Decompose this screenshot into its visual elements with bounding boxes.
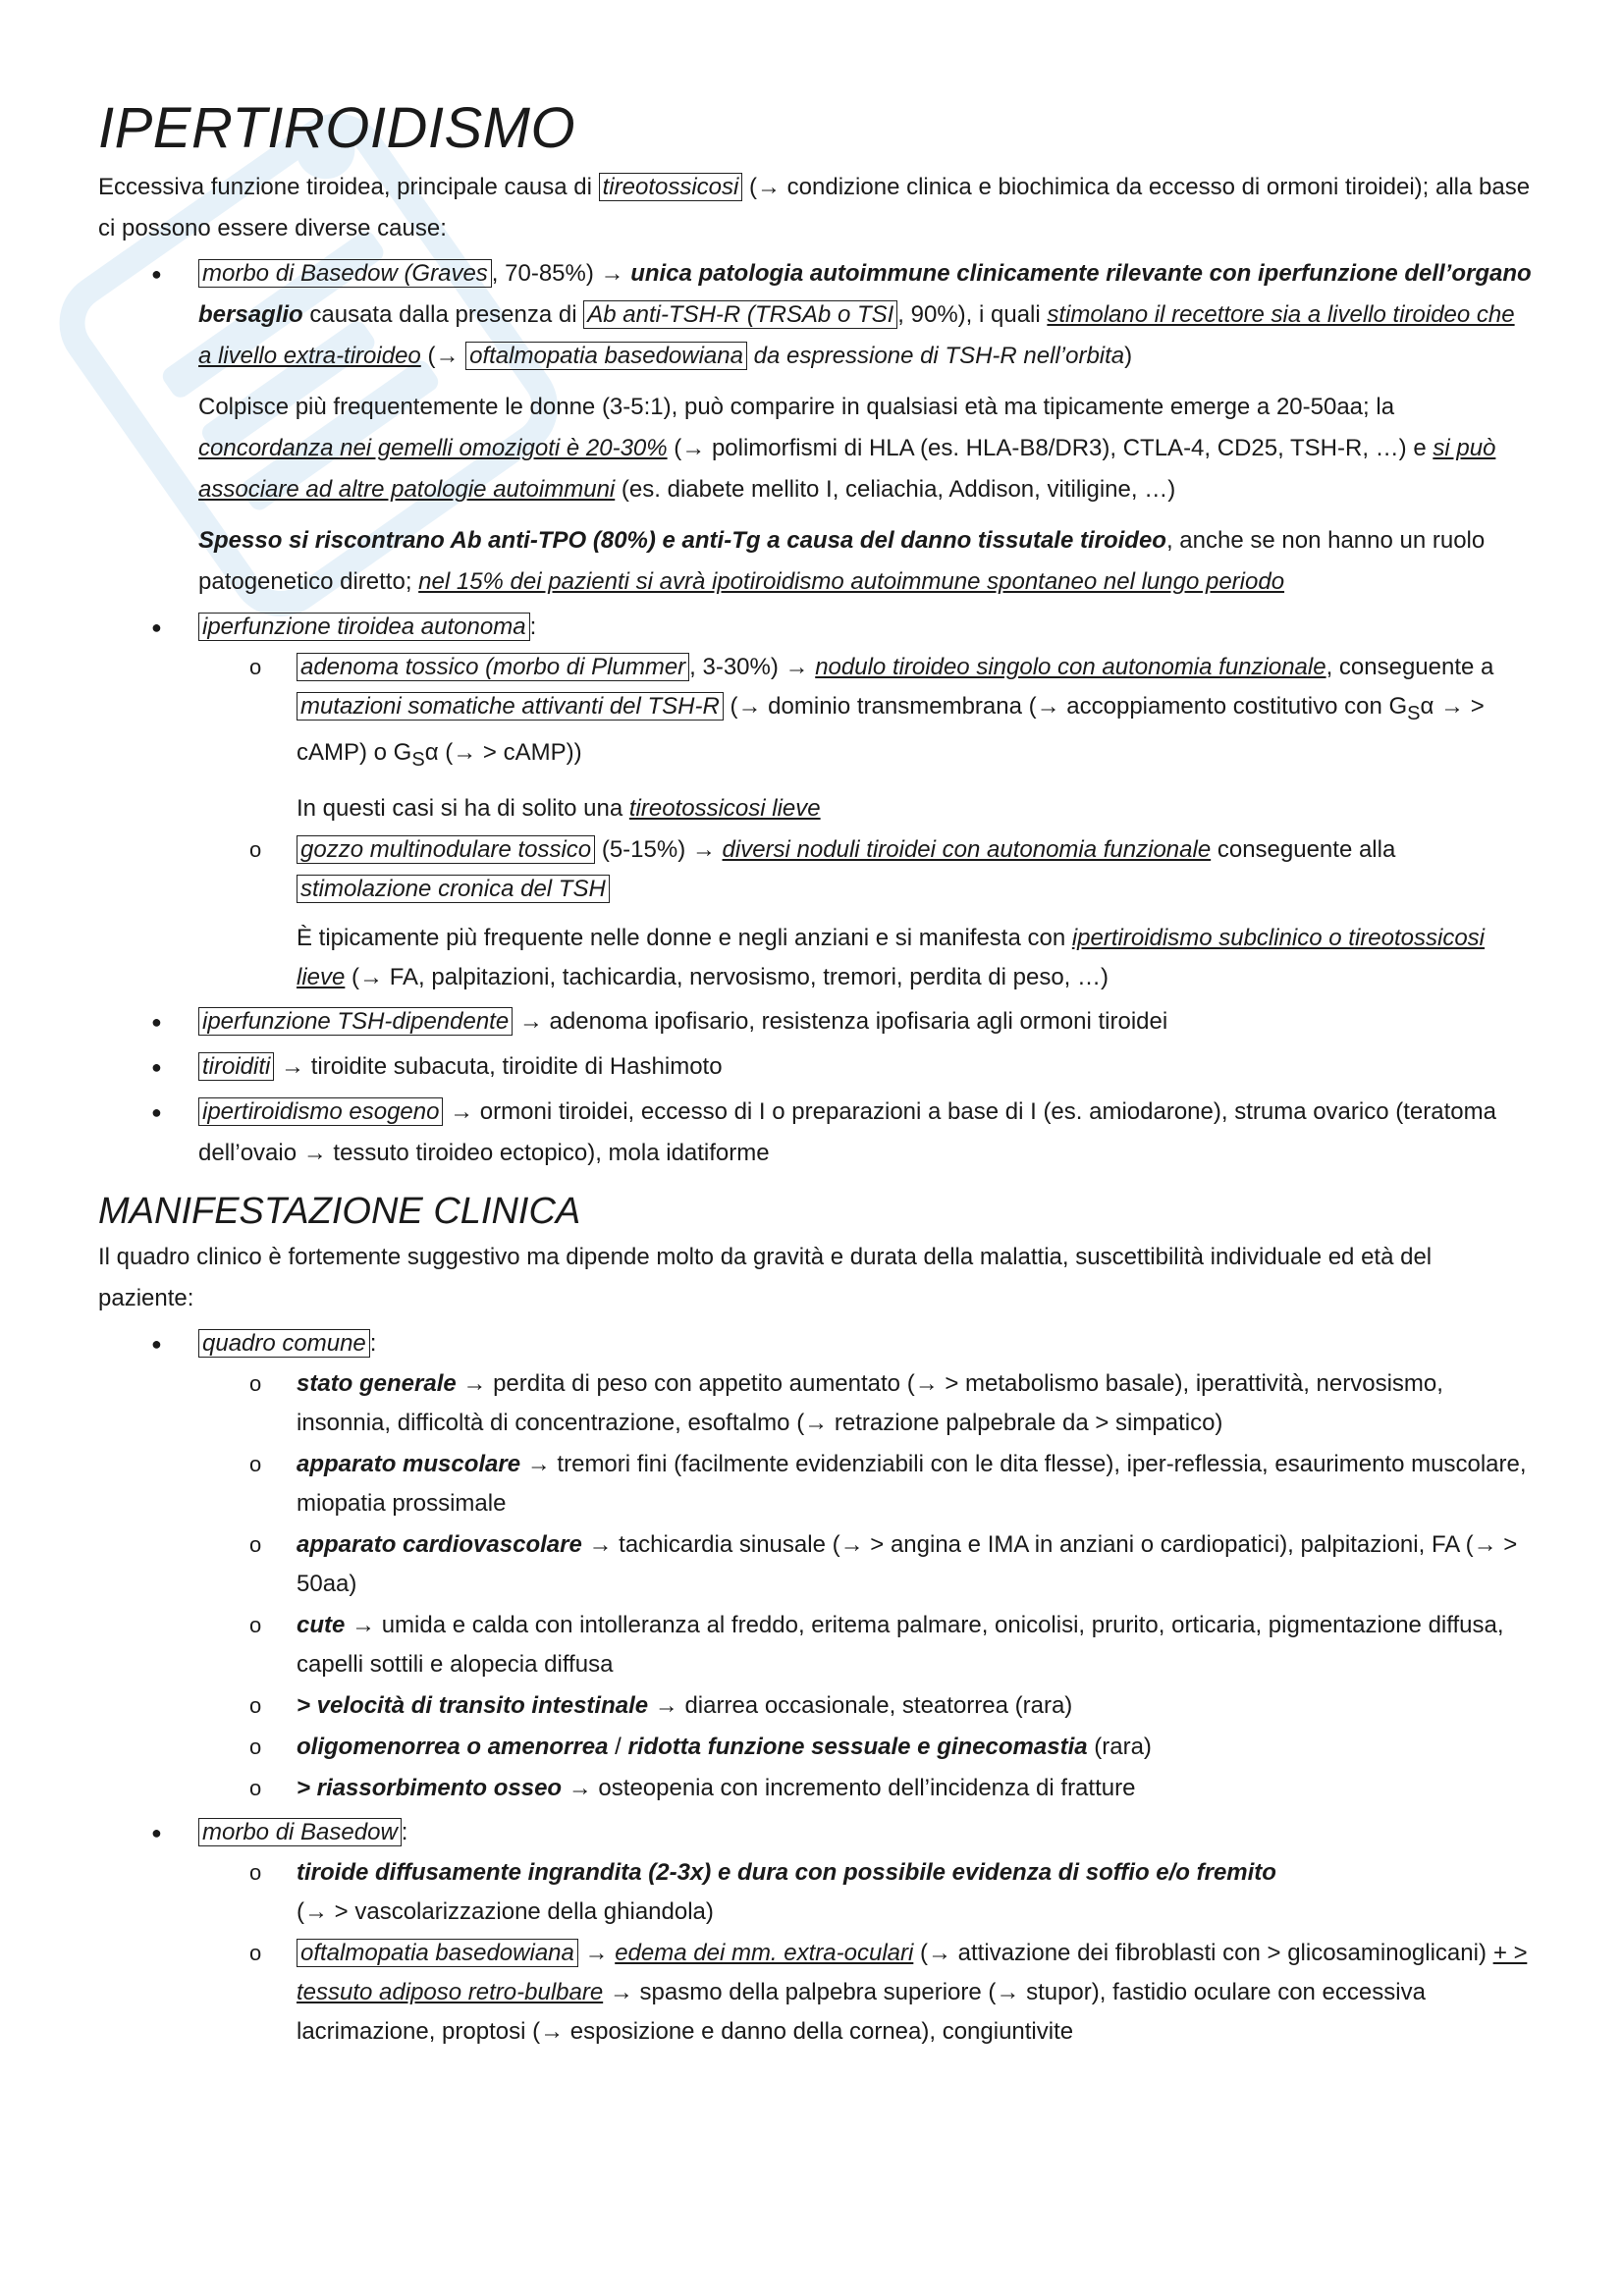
list-item: o apparato cardiovascolare → tachicardia sinusale (→ > angina e IMA in anziani o cardiopatici), palpitazioni, FA (→ > 50aa) <box>198 1525 1532 1604</box>
list-item: o tiroide diffusamente ingrandita (2-3x) e dura con possibile evidenza di soffio e/o fremito (→ > vascolarizzazione della ghiandola) <box>198 1853 1532 1932</box>
causes-list <box>98 253 1532 1174</box>
section2-intro: Il quadro clinico è fortemente suggestivo ma dipende molto da gravità e durata della malattia, suscettibilità individuale ed età del paziente: <box>98 1243 1433 1311</box>
term-tireotossicosi: tireotossicosi <box>599 173 743 201</box>
intro-paragraph: Eccessiva funzione tiroidea, principale causa di tireotossicosi (→ condizione clinica e biochimica da eccesso di ormoni tiroidei); alla base ci possono essere diverse cause: <box>98 174 1531 241</box>
list-item-gozzo-multinodulare: o gozzo multinodulare tossico (5-15%) → diversi noduli tiroidei con autonomia funzionale conseguente alla stimolazione cronica del TSH È tipicamente più frequente nelle donne e negli anziani e si manifesta con ipertiroidismo subclinico o tireotossicosi lieve (→ FA, palpitazioni, tachicardia, nervosismo, tremori, perdita di peso, …) <box>198 830 1532 997</box>
list-item-morbo-basedow: ● morbo di Basedow : o tiroide diffusamente ingrandita (2-3x) e dura con possibile evidenza di soffio e/o fremito (→ > vascolarizzazione della ghiandola) o oftalmopatia basedowiana → edema dei mm. extra-oculari (→ attivazione dei fibroblasti con > glicosaminoglicani) + > tessuto adiposo retro-bulbare → spasmo della palpebra superiore (→ stupor), fastidio oculare con eccessiva lacrimazione, proptosi (→ esposizione e danno della cornea), congiuntivite <box>98 1812 1532 2052</box>
graves-epidemiology: Colpisce più frequentemente le donne (3-5:1), può comparire in qualsiasi età ma tipicamente emerge a 20-50aa; la concordanza nei gemelli omozigoti è 20-30% (→ polimorfismi di HLA (es. HLA-B8/DR3), CTLA-4, CD25, TSH-R, …) e si può associare ad altre patologie autoimmuni (es. diabete mellito I, celiachia, Addison, vitiligine, …) <box>198 394 1496 503</box>
list-item-adenoma-tossico: o adenoma tossico (morbo di Plummer , 3-30%) → nodulo tiroideo singolo con autonomia funzionale, conseguente a mutazioni somatiche attivanti del TSH-R (→ dominio transmembrana (→ accoppiamento costitutivo con $G_S\alpha$ → > cAMP) o $G_S\alpha$ (→ > cAMP)) In questi casi si ha di solito una tireotossicosi lieve <box>198 648 1532 828</box>
list-item: o cute → umida e calda con intolleranza al freddo, eritema palmare, onicolisi, prurito, orticaria, pigmentazione diffusa, capelli sottili e alopecia diffusa <box>198 1606 1532 1684</box>
list-item-tsh-dipendente: ● iperfunzione TSH-dipendente → adenoma ipofisario, resistenza ipofisaria agli ormoni tiroidei <box>98 1001 1532 1042</box>
manifestations-list <box>98 1323 1532 2052</box>
list-item-autonoma: ● iperfunzione tiroidea autonoma : o adenoma tossico (morbo di Plummer , 3-30%) → nodulo tiroideo singolo con autonomia funzionale, conseguente a mutazioni somatiche attivanti del TSH-R (→ dominio transmembrana (→ accoppiamento costitutivo con $G_S\alpha$ → > cAMP) o $G_S\alpha$ (→ > cAMP)) In questi casi si ha di solito una tireotossicosi lieve o gozzo multinodulare tossico (5-15%) → diversi noduli tiroidei con autonomia funzionale conseguente alla stimolazione cronica del TSH È tipicamente più frequente nelle donne e negli anziani e si manifesta con ipertiroidismo subclinico o tireotossicosi lieve (→ FA, palpitazioni, tachicardia, nervosismo, tremori, perdita di peso, …) <box>98 607 1532 997</box>
list-item-ipertiroidismo-esogeno: ● ipertiroidismo esogeno → ormoni tiroidei, eccesso di I o preparazioni a base di I (es. amiodarone), struma ovarico (teratoma dell’ovaio → tessuto tiroideo ectopico), mola idatiforme <box>98 1092 1532 1174</box>
list-item: o stato generale → perdita di peso con appetito aumentato (→ > metabolismo basale), iperattività, nervosismo, insonnia, difficoltà di concentrazione, esoftalmo (→ retrazione palpebrale da > simpatico) <box>198 1364 1532 1443</box>
list-item: o oftalmopatia basedowiana → edema dei mm. extra-oculari (→ attivazione dei fibroblasti con > glicosaminoglicani) + > tessuto adiposo retro-bulbare → spasmo della palpebra superiore (→ stupor), fastidio oculare con eccessiva lacrimazione, proptosi (→ esposizione e danno della cornea), congiuntivite <box>198 1934 1532 2052</box>
list-item-quadro-comune: ● quadro comune : o stato generale → perdita di peso con appetito aumentato (→ > metabolismo basale), iperattività, nervosismo, insonnia, difficoltà di concentrazione, esoftalmo (→ retrazione palpebrale da > simpatico) o apparato muscolare → tremori fini (facilmente evidenziabili con le dita flesse), iper-reflessia, esaurimento muscolare, miopatia prossimale o apparato cardiovascolare → tachicardia sinusale (→ > angina e IMA in anziani o cardiopatici), palpitazioni, FA (→ > 50aa) o cute → umida e calda con intolleranza al freddo, eritema palmare, onicolisi, prurito, orticaria, pigmentazione diffusa, capelli sottili e alopecia diffusa o > velocità di transito intestinale → diarrea occasionale, steatorrea (rara) o oligomenorrea o amenorrea / ridotta funzione sessuale e ginecomastia (rara) o > riassorbimento osseo → osteopenia con incremento dell’incidenza di fratture <box>98 1323 1532 1808</box>
graves-antibodies: Spesso si riscontrano Ab anti-TPO (80%) e anti-Tg a causa del danno tissutale tiroideo, anche se non hanno un ruolo patogenetico diretto; nel 15% dei pazienti si avrà ipotiroidismo autoimmune spontaneo nel lungo periodo <box>198 527 1486 595</box>
document-page <box>98 98 1532 2056</box>
list-item-graves: ● morbo di Basedow (Graves , 70-85%) → unica patologia autoimmune clinicamente rilevante con iperfunzione dell’organo bersaglio causata dalla presenza di Ab anti-TSH-R (TRSAb o TSI , 90%), i quali stimolano il recettore sia a livello tiroideo che a livello extra-tiroideo (→ oftalmopatia basedowiana da espressione di TSH-R nell’orbita) Colpisce più frequentemente le donne (3-5:1), può comparire in qualsiasi età ma tipicamente emerge a 20-50aa; la concordanza nei gemelli omozigoti è 20-30% (→ polimorfismi di HLA (es. HLA-B8/DR3), CTLA-4, CD25, TSH-R, …) e si può associare ad altre patologie autoimmuni (es. diabete mellito I, celiachia, Addison, vitiligine, …) Spesso si riscontrano Ab anti-TPO (80%) e anti-Tg a causa del danno tissutale tiroideo, anche se non hanno un ruolo patogenetico diretto; nel 15% dei pazienti si avrà ipotiroidismo autoimmune spontaneo nel lungo periodo <box>98 253 1532 603</box>
list-item: o > riassorbimento osseo → osteopenia con incremento dell’incidenza di fratture <box>198 1769 1532 1808</box>
list-item: o > velocità di transito intestinale → diarrea occasionale, steatorrea (rara) <box>198 1686 1532 1726</box>
section-title-manifestazione: MANIFESTAZIONE CLINICA <box>98 1190 581 1232</box>
page-title: IPERTIROIDISMO <box>98 96 576 160</box>
list-item: o oligomenorrea o amenorrea / ridotta funzione sessuale e ginecomastia (rara) <box>198 1728 1532 1767</box>
list-item-tiroiditi: ● tiroiditi → tiroidite subacuta, tiroidite di Hashimoto <box>98 1046 1532 1088</box>
list-item: o apparato muscolare → tremori fini (facilmente evidenziabili con le dita flesse), iper-reflessia, esaurimento muscolare, miopatia prossimale <box>198 1445 1532 1523</box>
